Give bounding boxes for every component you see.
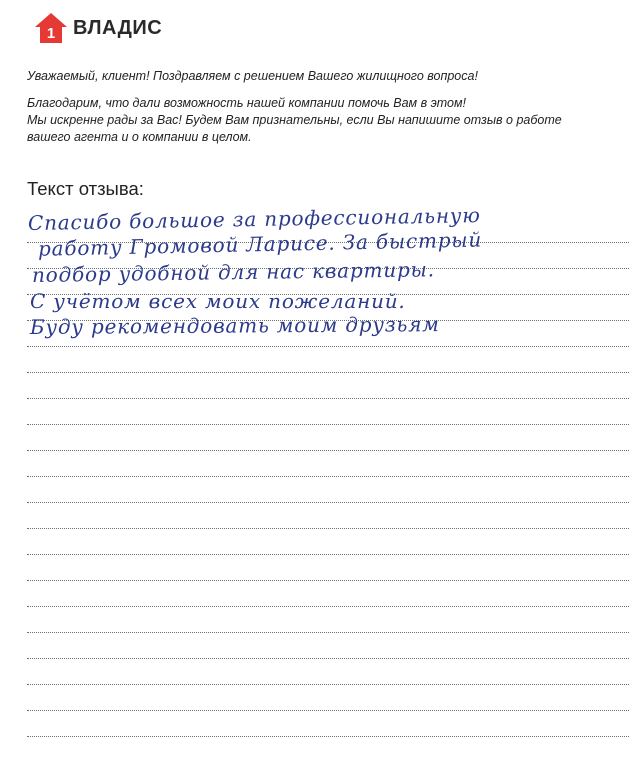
ruled-line — [27, 659, 629, 685]
ruled-line — [27, 373, 629, 399]
ruled-line — [27, 607, 629, 633]
intro-text — [27, 68, 617, 146]
house-icon — [34, 12, 68, 44]
review-line-4: С учётом всех моих пожеланий. — [30, 289, 406, 313]
review-line-2: работу Громовой Ларисе. За быстрый — [37, 227, 483, 261]
ruled-line — [27, 581, 629, 607]
review-line-1: Спасибо большое за профессиональную — [27, 203, 481, 235]
ruled-line — [27, 711, 629, 737]
ruled-line — [27, 633, 629, 659]
review-line-3: подбор удобной для нас квартиры. — [31, 257, 435, 287]
ruled-line — [27, 685, 629, 711]
ruled-line — [27, 425, 629, 451]
brand-name: ВЛАДИС — [73, 16, 163, 39]
review-line-5: Буду рекомендовать моим друзьям — [29, 312, 440, 339]
ruled-line — [27, 451, 629, 477]
thanks-line-1: Благодарим, что дали возможность нашей компании помочь Вам в этом! — [27, 96, 467, 110]
ruled-line — [27, 477, 629, 503]
ruled-line — [27, 399, 629, 425]
ruled-line — [27, 503, 629, 529]
thanks-line-2: Мы искренне рады за Вас! Будем Вам признательны, если Вы напишите отзыв о работе — [27, 113, 562, 127]
ruled-line — [27, 529, 629, 555]
ruled-line — [27, 555, 629, 581]
review-title: Текст отзыва: — [27, 178, 144, 199]
logo-badge: 1 — [46, 25, 56, 42]
ruled-line — [27, 347, 629, 373]
greeting-text: Уважаемый, клиент! Поздравляем с решением Вашего жилищного вопроса! — [27, 69, 478, 83]
thanks-line-3: вашего агента и о компании в целом. — [27, 130, 252, 144]
review-handwritten-text — [27, 203, 618, 340]
brand-logo — [34, 12, 162, 44]
